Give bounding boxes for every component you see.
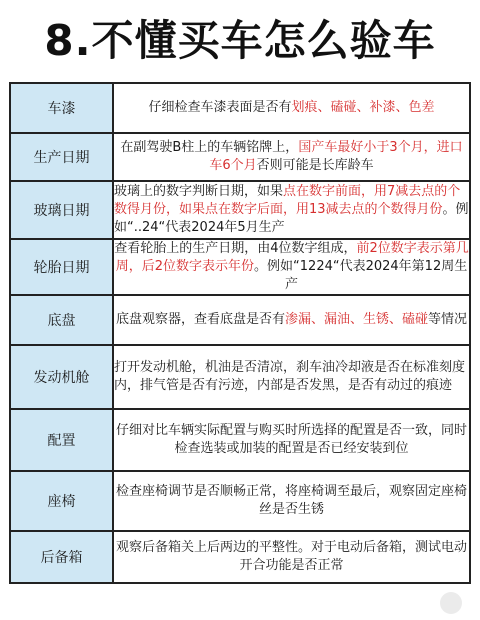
highlight-text: 点在数字前面，用7减去点的个数得月份，如果点在数字后面，用13减去点的个数得月份 [114,184,461,217]
description-text: 。例如“..24“代表2024年5月生产 [114,202,469,235]
row-description [113,181,470,239]
row-label: 座椅 [10,471,113,531]
description-text: 仔细对比车辆实际配置与购买时所选择的配置是否一致，同时检查选装或加装的配置是否已经安装到位 [115,423,467,456]
description-text: 检查座椅调节是否顺畅正常，将座椅调至最后，观察固定座椅丝是否生锈 [115,484,467,517]
description-text: 否则可能是长库龄车 [256,158,374,173]
row-description [113,409,470,471]
highlight-text: 前2位数字表示第几周，后2位数字表示年份 [115,241,469,274]
row-description [113,239,470,295]
row-label: 车漆 [10,83,113,133]
table-row [10,531,470,583]
table-row [10,133,470,181]
table-row [10,181,470,239]
row-label: 玻璃日期 [10,181,113,239]
watermark-icon [440,592,462,614]
row-label: 后备箱 [10,531,113,583]
description-text: 在副驾驶B柱上的车辆铭牌上， [120,140,299,155]
description-text: 仔细检查车漆表面是否有 [148,100,292,115]
table-row [10,83,470,133]
table-row [10,295,470,345]
table-row [10,471,470,531]
description-text: 观察后备箱关上后两边的平整性。对于电动后备箱，测试电动开合功能是否正常 [115,540,467,573]
row-label: 配置 [10,409,113,471]
row-label: 底盘 [10,295,113,345]
highlight-text: 划痕、磕碰、补漆、色差 [291,100,435,115]
row-label: 生产日期 [10,133,113,181]
table-row [10,409,470,471]
table-row [10,345,470,409]
page-title: 8.不懂买车怎么验车 [44,16,436,65]
row-description [113,471,470,531]
description-text: 。例如“1224“代表2024年第12周生产 [254,259,468,292]
row-description [113,531,470,583]
row-label: 发动机舱 [10,345,113,409]
row-description [113,345,470,409]
description-text: 玻璃上的数字判断日期，如果 [114,184,284,199]
description-text: 查看轮胎上的生产日期，由4位数字组成， [114,241,357,256]
row-description [113,133,470,181]
highlight-text: 渗漏、漏油、生锈、磕碰 [284,312,428,327]
row-description [113,295,470,345]
inspection-table [9,82,471,584]
description-text: 底盘观察器，查看底盘是否有 [115,312,285,327]
row-label: 轮胎日期 [10,239,113,295]
description-text: 打开发动机舱，机油是否清凉，刹车油冷却液是否在标准刻度内，排气管是否有污迹，内部是否发黑，是否有动过的痕迹 [114,360,466,393]
highlight-text: 国产车最好小于3个月，进口车6个月 [209,140,463,173]
description-text: 等情况 [428,312,468,327]
table-row [10,239,470,295]
row-description [113,83,470,133]
